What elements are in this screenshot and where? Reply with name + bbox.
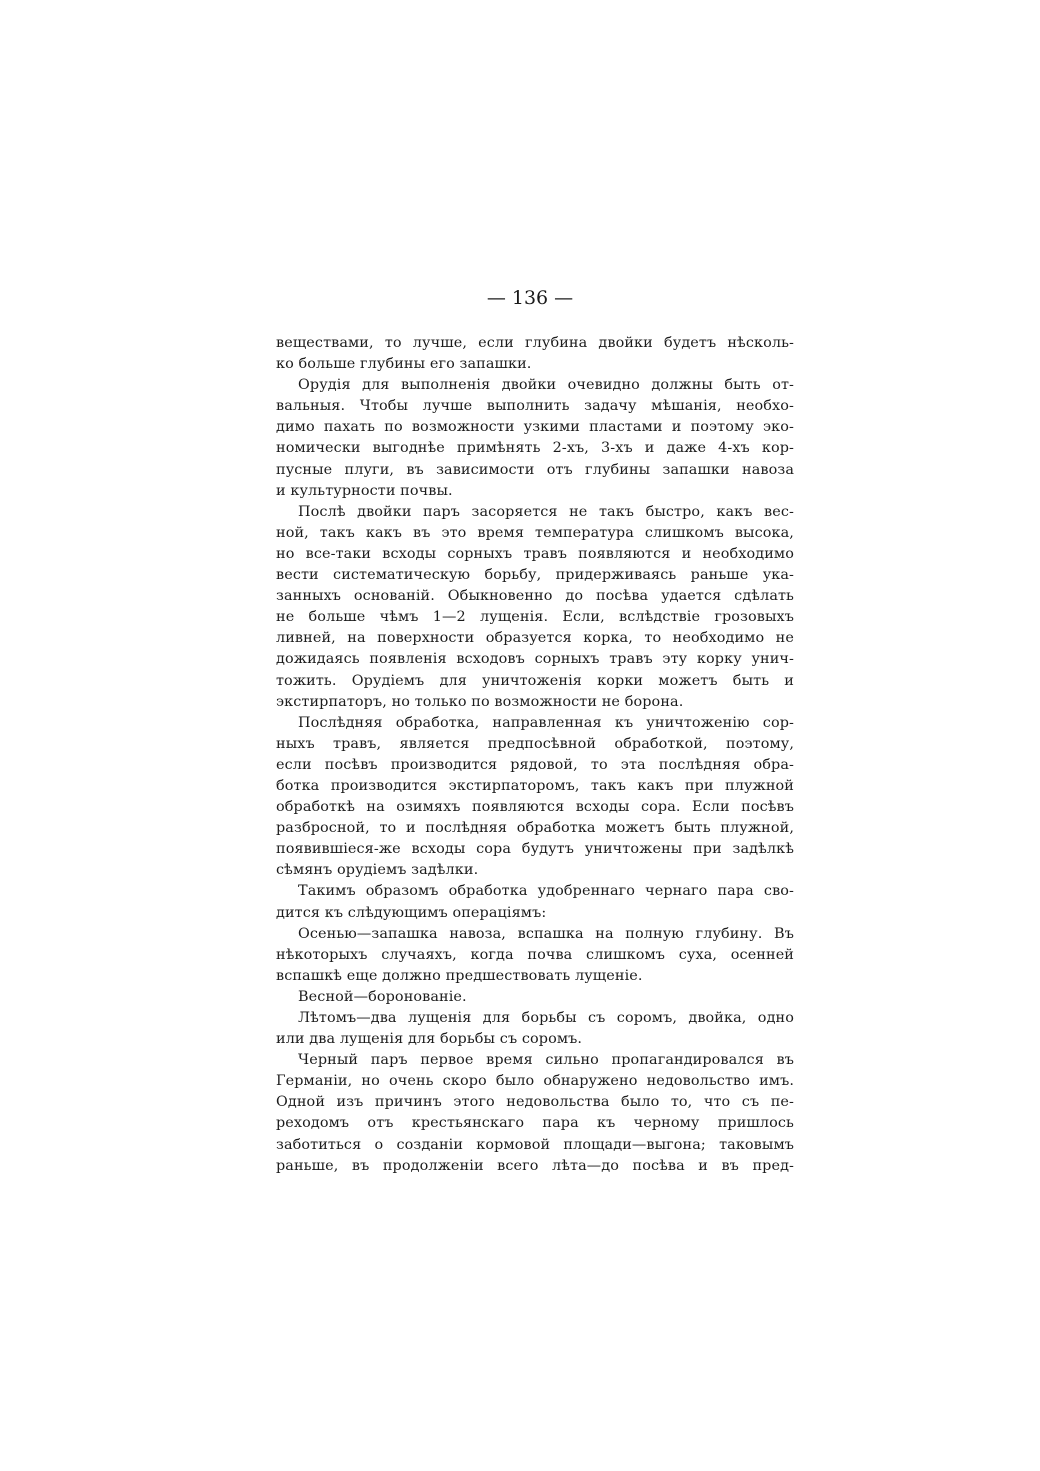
text-line: разбросной, то и послѣдняя обработка можетъ быть плужной, [276,820,794,837]
paragraph [276,502,794,713]
paragraph [276,987,794,1008]
text-line: занныхъ основаній. Обыкновенно до посѣва удается сдѣлать [276,588,794,605]
text-line: Весной—боронованіе. [298,988,467,1005]
paragraph [276,713,794,882]
text-line: Черный паръ первое время сильно пропагандировался въ [298,1052,794,1069]
body-text [276,333,794,1177]
paragraph [276,1050,794,1177]
text-line: дится къ слѣдующимъ операціямъ: [276,904,547,921]
text-line: ныхъ травъ, является предпосѣвной обработкой, поэтому, [276,735,794,752]
text-line: экстирпаторъ, но только по возможности не борона. [276,693,684,710]
text-line: Послѣдняя обработка, направленная къ уничтоженію сор- [298,714,794,731]
text-line: вальныя. Чтобы лучше выполнить задачу мѣшанія, необхо- [276,398,794,415]
text-line: веществами, то лучше, если глубина двойки будетъ нѣсколь- [276,335,794,351]
text-line: нѣкоторыхъ случаяхъ, когда почва слишкомъ суха, осенней [276,946,794,963]
text-line: пусные плуги, въ зависимости отъ глубины запашки навоза [276,461,794,478]
text-line: ной, такъ какъ въ это время температура слишкомъ высока, [276,524,794,541]
text-line: обработкѣ на озимяхъ появляются всходы сора. Если посѣвъ [276,799,794,816]
text-line: но все-таки всходы сорныхъ травъ появляются и необходимо [276,545,794,562]
paragraph [276,1008,794,1050]
text-line: ливней, на поверхности образуется корка, то необходимо не [276,630,794,647]
text-line: не больше чѣмъ 1—2 лущенія. Если, вслѣдствіе грозовыхъ [276,609,794,626]
text-line: вспашкѣ еще должно предшествовать лущеніе. [276,967,643,984]
text-line: тожить. Орудіемъ для уничтоженія корки можетъ быть и [276,672,794,689]
text-line: Орудія для выполненія двойки очевидно должны быть от- [298,377,794,394]
text-line: раньше, въ продолженіи всего лѣта—до посѣва и въ пред- [276,1157,794,1174]
text-line: Лѣтомъ—два лущенія для борьбы съ соромъ, двойка, одно [298,1010,794,1026]
text-line: димо пахать по возможности узкими пластами и поэтому эко- [276,419,794,436]
paragraph [276,333,794,375]
text-line: ботка производится экстирпаторомъ, такъ какъ при плужной [276,777,794,794]
text-line: Осенью—запашка навоза, вспашка на полную глубину. Въ [298,925,794,942]
paragraph [276,375,794,502]
text-line: заботиться о созданіи кормовой площади—выгона; таковымъ [276,1136,794,1153]
text-line: дожидаясь появленія всходовъ сорныхъ травъ эту корку унич- [276,651,794,668]
paragraph [276,881,794,923]
text-line: сѣмянъ орудіемъ задѣлки. [276,862,479,879]
text-line: вести систематическую борьбу, придерживаясь раньше ука- [276,567,794,584]
text-line: Такимъ образомъ обработка удобреннаго чернаго пара сво- [298,883,794,900]
text-line: или два лущенія для борьбы съ соромъ. [276,1031,583,1048]
text-line: и культурности почвы. [276,482,453,499]
text-line: Германіи, но очень скоро было обнаружено недовольство имъ. [276,1073,794,1090]
text-line: Одной изъ причинъ этого недовольства было то, что съ пе- [276,1094,794,1111]
text-line: появившіеся-же всходы сора будутъ уничтожены при задѣлкѣ [276,841,794,858]
paragraph [276,924,794,987]
text-line: если посѣвъ производится рядовой, то эта послѣдняя обра- [276,756,794,773]
text-line: ко больше глубины его запашки. [276,356,532,373]
page-number: — 136 — [486,287,574,309]
text-line: реходомъ отъ крестьянскаго пара къ черному пришлось [276,1115,794,1132]
text-line: номически выгоднѣе примѣнять 2-хъ, 3-хъ и даже 4-хъ кор- [276,440,794,457]
text-line: Послѣ двойки паръ засоряется не такъ быстро, какъ вес- [298,503,794,520]
